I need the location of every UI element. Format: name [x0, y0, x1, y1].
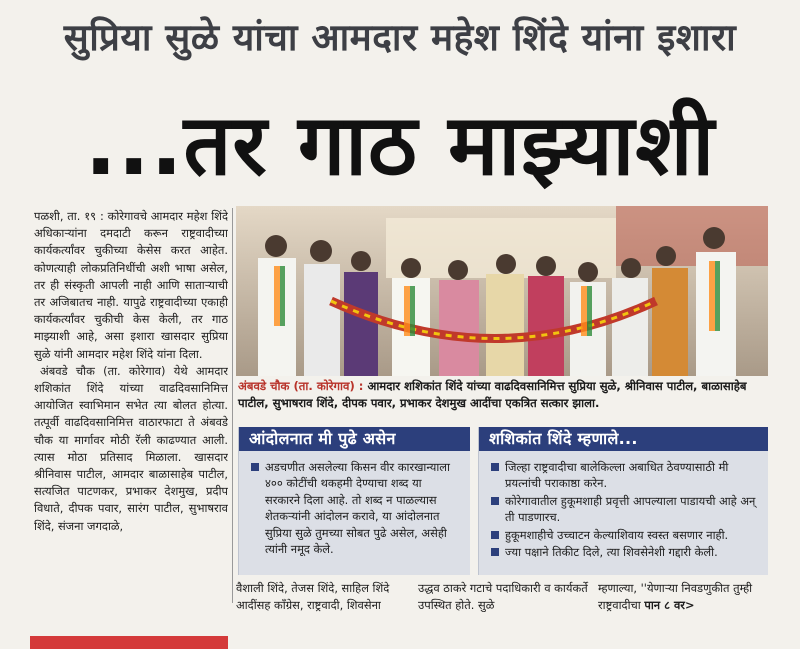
list-item-text: अडचणीत असलेल्या किसन वीर कारखान्याला ४०० कोटींची थकहमी देण्याचा शब्द या सरकारने दिला आहे. तो शब्द न पाळल्यास शेतकऱ्यांनी आंदोलन करावे, या आंदोलनात सुप्रिया सुळे तुमच्या सोबत पुढे असेल, असेही त्यांनी नमूद केले. [265, 460, 450, 557]
square-bullet-icon [491, 548, 499, 556]
list-item [491, 459, 758, 492]
square-bullet-icon [491, 531, 499, 539]
list-item-text: कोरेगावातील हुकूमशाही प्रवृत्ती आपल्याला पाडायची आहे अन् ती पाडणारच. [505, 493, 756, 525]
article-paragraph-1: पळशी, ता. १९ : कोरेगावचे आमदार महेश शिंदे अधिकाऱ्यांना दमदाटी करून राष्ट्रवादीच्या कार्यकर्त्यांवर चुकीच्या केसेस करत आहेत. कोणत्याही लोकप्रतिनिधींची अशी भाषा असेल, तर ही संस्कृती आपली नाही आणि साताऱ्याची तर अजिबातच नाही. यापुढे राष्ट्रवादीच्या एकाही कार्यकर्त्यांवर चुकीची केस केली, तर गाठ माझ्याशी आहे, असा इशारा खासदार सुप्रिया सुळे यांनी आमदार महेश शिंदे यांना दिला. [34, 209, 228, 361]
list-item [491, 493, 758, 526]
list-item-text: ज्या पक्षाने तिकीट दिले, त्या शिवसेनेशी गद्दारी केली. [505, 545, 718, 560]
continuation-col-3 [598, 580, 768, 614]
article-left-column [34, 208, 228, 638]
box2-title: शशिकांत शिंदे म्हणाले... [479, 427, 768, 451]
square-bullet-icon [251, 463, 259, 471]
caption-place: अंबवडे चौक (ता. कोरेगाव) : [238, 379, 364, 393]
square-bullet-icon [491, 497, 499, 505]
chevron-right-icon: > [684, 598, 695, 612]
box2-body [479, 451, 768, 567]
headline-line1: सुप्रिया सुळे यांचा आमदार महेश शिंदे यांना इशारा [63, 16, 737, 59]
next-article-strip [30, 636, 228, 649]
article-continuation [236, 580, 770, 620]
headline-main: ...तर गाठ माझ्याशी [84, 96, 716, 194]
article-paragraph-2: अंबवडे चौक (ता. कोरेगाव) येथे आमदार शशिकांत शिंदे यांच्या वाढदिवसानिमित्त आयोजित स्वाभिमान सभेत त्या बोलत होत्या. तत्पूर्वी वाढदिवसानिमित्त वाठारफाटा ते अंबवडे चौक या मार्गावर मोठी रॅली काढण्यात आली. त्यास मोठा प्रतिसाद मिळाला. खासदार श्रीनिवास पाटील, आमदार बाळासाहेब पाटील, सत्यजित पाटणकर, प्रभाकर देशमुख, प्रदीप विधाते, दीपक पवार, सारंग पाटील, सुभाषराव शिंदे, संजना जगदाळे, [34, 363, 228, 533]
list-item [491, 544, 758, 560]
box1-title: आंदोलनात मी पुढे असेन [239, 427, 470, 451]
continuation-col-2: उद्धव ठाकरे गटाचे पदाधिकारी व कार्यकर्ते उपस्थित होते. सुळे [418, 581, 588, 612]
column-divider [232, 208, 233, 603]
continuation-col-1: वैशाली शिंदे, तेजस शिंदे, साहिल शिंदे आदींसह काँग्रेस, राष्ट्रवादी, शिवसेना [236, 581, 390, 612]
square-bullet-icon [491, 463, 499, 471]
sidebar-box-andolan [238, 427, 470, 575]
photo-caption [238, 378, 770, 412]
list-item-text: जिल्हा राष्ट्रवादीचा बालेकिल्ला अबाधित ठेवण्यासाठी मी प्रयत्नांची पराकाष्ठा करेन. [505, 460, 729, 491]
list-item [251, 459, 460, 557]
list-item-text: हुकूमशाहीचे उच्चाटन केल्याशिवाय स्वस्त बसणार नाही. [505, 527, 729, 542]
box1-body [239, 451, 470, 564]
continuation-col-3-text: म्हणाल्या, ''येणाऱ्या निवडणुकीत तुम्ही राष्ट्रवादीचा [598, 581, 753, 612]
page-reference: पान ८ वर [644, 598, 685, 612]
crowd-illustration [236, 206, 768, 376]
event-photo [236, 206, 768, 376]
caption-text: आमदार शशिकांत शिंदे यांच्या वाढदिवसानिमित्त सुप्रिया सुळे, श्रीनिवास पाटील, बाळासाहेब पाटील, सुभाषराव शिंदे, दीपक पवार, प्रभाकर देशमुख आदींचा एकत्रित सत्कार झाला. [238, 379, 747, 410]
sidebar-box-shashikant [478, 427, 768, 575]
list-item [491, 527, 758, 543]
